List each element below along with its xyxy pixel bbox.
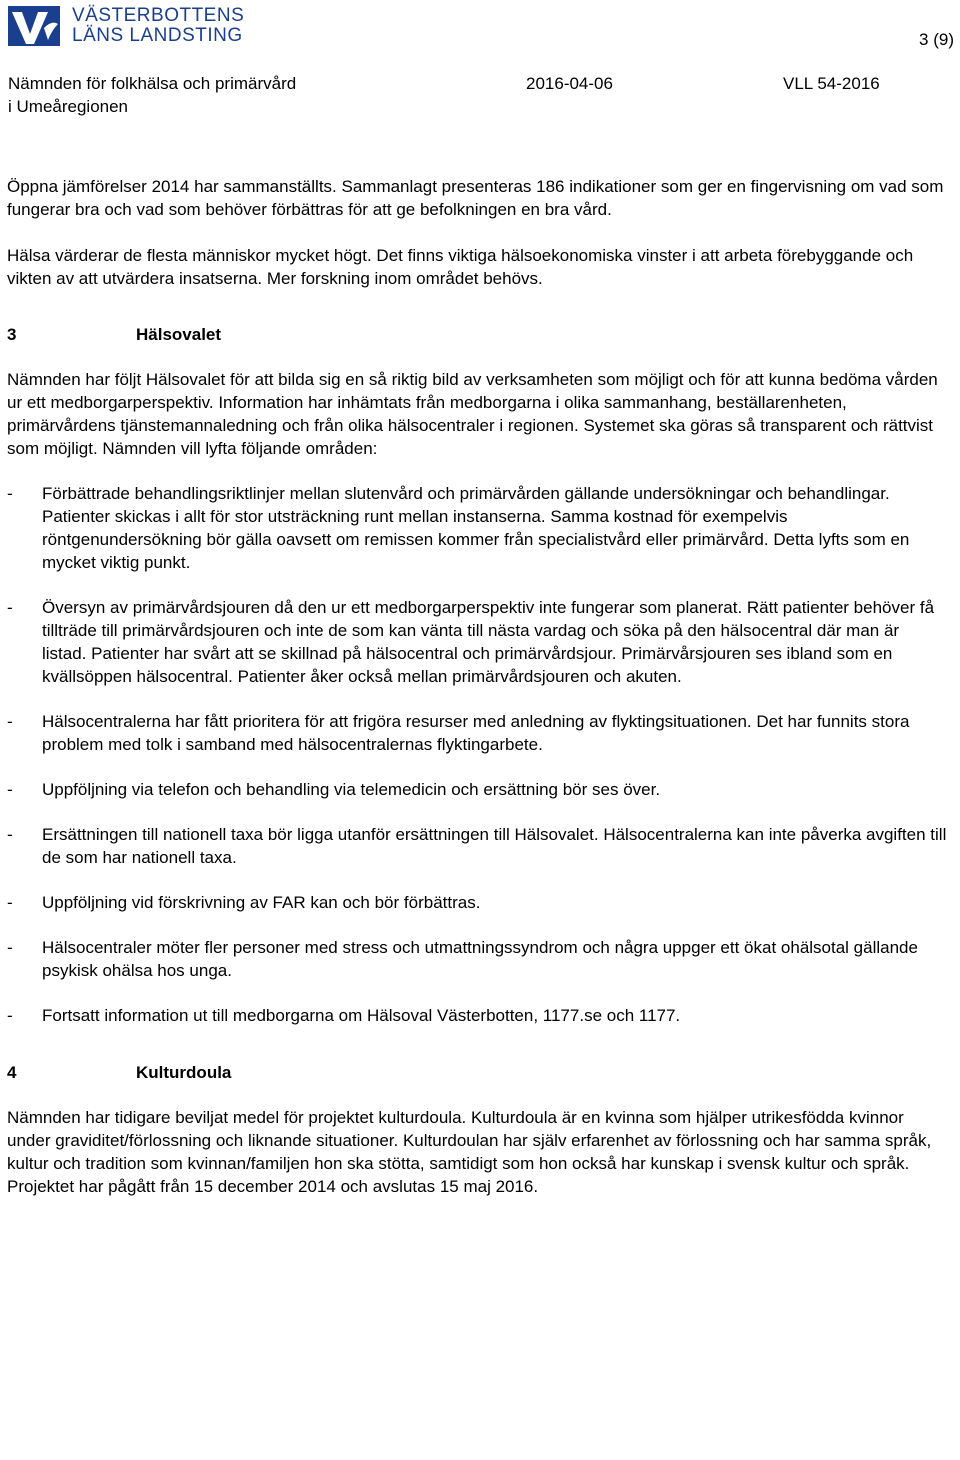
landsting-logo-icon xyxy=(8,6,60,46)
list-item-text: Uppföljning via telefon och behandling via telemedicin och ersättning bör ses över. xyxy=(42,780,661,799)
list-item xyxy=(7,482,947,574)
list-item xyxy=(7,823,947,869)
list-item-text: Förbättrade behandlingsriktlinjer mellan slutenvård och primärvården gällande undersökningar och behandlingar. Patienter skickas i allt för stor utsträckning runt mellan instanserna. Samma kostnad för exempelvis röntgenundersökning bör gälla oavsett om remissen kommer från specialistvård eller primärvård. Detta lyfts som en mycket viktig punkt. xyxy=(42,484,910,572)
bullet-marker: - xyxy=(7,938,13,957)
document-date: 2016-04-06 xyxy=(526,74,613,93)
bullet-marker: - xyxy=(7,712,13,731)
intro-paragraph-1: Öppna jämförelser 2014 har sammanställts. Sammanlagt presenteras 186 indikationer som ger en fingervisning om vad som fungerar bra och vad som behöver förbättras för att ge befolkningen en bra vård. xyxy=(7,177,944,219)
list-item-text: Fortsatt information ut till medborgarna om Hälsoval Västerbotten, 1177.se och 1177. xyxy=(42,1006,681,1025)
bullet-marker: - xyxy=(7,598,13,617)
section-heading-3 xyxy=(7,323,947,346)
list-item-text: Ersättningen till nationell taxa bör ligga utanför ersättningen till Hälsovalet. Hälsocentralerna kan inte påverka avgiften till de som har nationell taxa. xyxy=(42,825,947,867)
section-number: 3 xyxy=(7,325,17,344)
section-4-paragraph: Nämnden har tidigare beviljat medel för projektet kulturdoula. Kulturdoula är en kvinna som hjälper utrikesfödda kvinnor under graviditet/förlossning och liknande situationer. Kulturdoulan har själv erfarenhet av förlossning och har samma språk, kultur och tradition som kvinnan/familjen hon ska stötta, samtidigt som hon också har kunskap i svensk kultur och språk. Projektet har pågått från 15 december 2014 och avslutas 15 maj 2016. xyxy=(7,1108,932,1196)
bullet-marker: - xyxy=(7,780,13,799)
list-item xyxy=(7,1004,947,1027)
page-number: 3 (9) xyxy=(919,30,954,49)
organization-logo xyxy=(8,4,244,48)
logo-wordmark xyxy=(72,6,244,46)
section-title: Kulturdoula xyxy=(136,1063,232,1082)
list-item xyxy=(7,891,947,914)
committee-name xyxy=(8,72,296,118)
section-3-list xyxy=(7,482,947,1027)
list-item xyxy=(7,596,947,688)
section-number: 4 xyxy=(7,1063,17,1082)
bullet-marker: - xyxy=(7,484,13,503)
intro-paragraph-2: Hälsa värderar de flesta människor mycket högt. Det finns viktiga hälsoekonomiska vinster i att arbeta förebyggande och vikten av att utvärdera insatserna. Mer forskning inom området behövs. xyxy=(7,246,914,288)
committee-line-1: Nämnden för folkhälsa och primärvård xyxy=(8,74,297,93)
bullet-marker: - xyxy=(7,893,13,912)
logo-line-2: LÄNS LANDSTING xyxy=(72,25,243,46)
logo-line-1: VÄSTERBOTTENS xyxy=(72,5,245,26)
section-title: Hälsovalet xyxy=(136,325,222,344)
list-item-text: Hälsocentralerna har fått prioritera för att frigöra resurser med anledning av flyktingsituationen. Det har funnits stora problem med tolk i samband med hälsocentralernas flyktingarbete. xyxy=(42,712,910,754)
document-body xyxy=(7,175,947,1198)
list-item xyxy=(7,778,947,801)
list-item xyxy=(7,710,947,756)
committee-line-2: i Umeåregionen xyxy=(8,97,129,116)
document-reference: VLL 54-2016 xyxy=(783,74,880,93)
section-heading-4 xyxy=(7,1061,947,1084)
bullet-marker: - xyxy=(7,825,13,844)
list-item-text: Uppföljning vid förskrivning av FAR kan och bör förbättras. xyxy=(42,893,481,912)
list-item xyxy=(7,936,947,982)
list-item-text: Hälsocentraler möter fler personer med stress och utmattningssyndrom och några uppger ett ökat ohälsotal gällande psykisk ohälsa hos unga. xyxy=(42,938,918,980)
bullet-marker: - xyxy=(7,1006,13,1025)
list-item-text: Översyn av primärvårdsjouren då den ur ett medborgarperspektiv inte fungerar som planerat. Rätt patienter behöver få tillträde till primärvårdsjouren och inte de som kan vänta till nästa vardag och söka på den hälsocentral där man är listad. Patienter har svårt att se skillnad på hälsocentral och primärvårdsjour. Primärvårsjouren ses ibland som en kvällsöppen hälsocentral. Patienter åker också mellan primärvårdsjouren och akuten. xyxy=(42,598,935,686)
section-3-paragraph: Nämnden har följt Hälsovalet för att bilda sig en så riktig bild av verksamheten som möjligt och för att kunna bedöma vården ur ett medborgarperspektiv. Information har inhämtats från medborgarna i olika sammanhang, beställarenheten, primärvårdens tjänstemannaledning och från olika hälsocentraler i regionen. Systemet ska göras så transparent och rättvist som möjligt. Nämnden vill lyfta följande områden: xyxy=(7,370,938,458)
